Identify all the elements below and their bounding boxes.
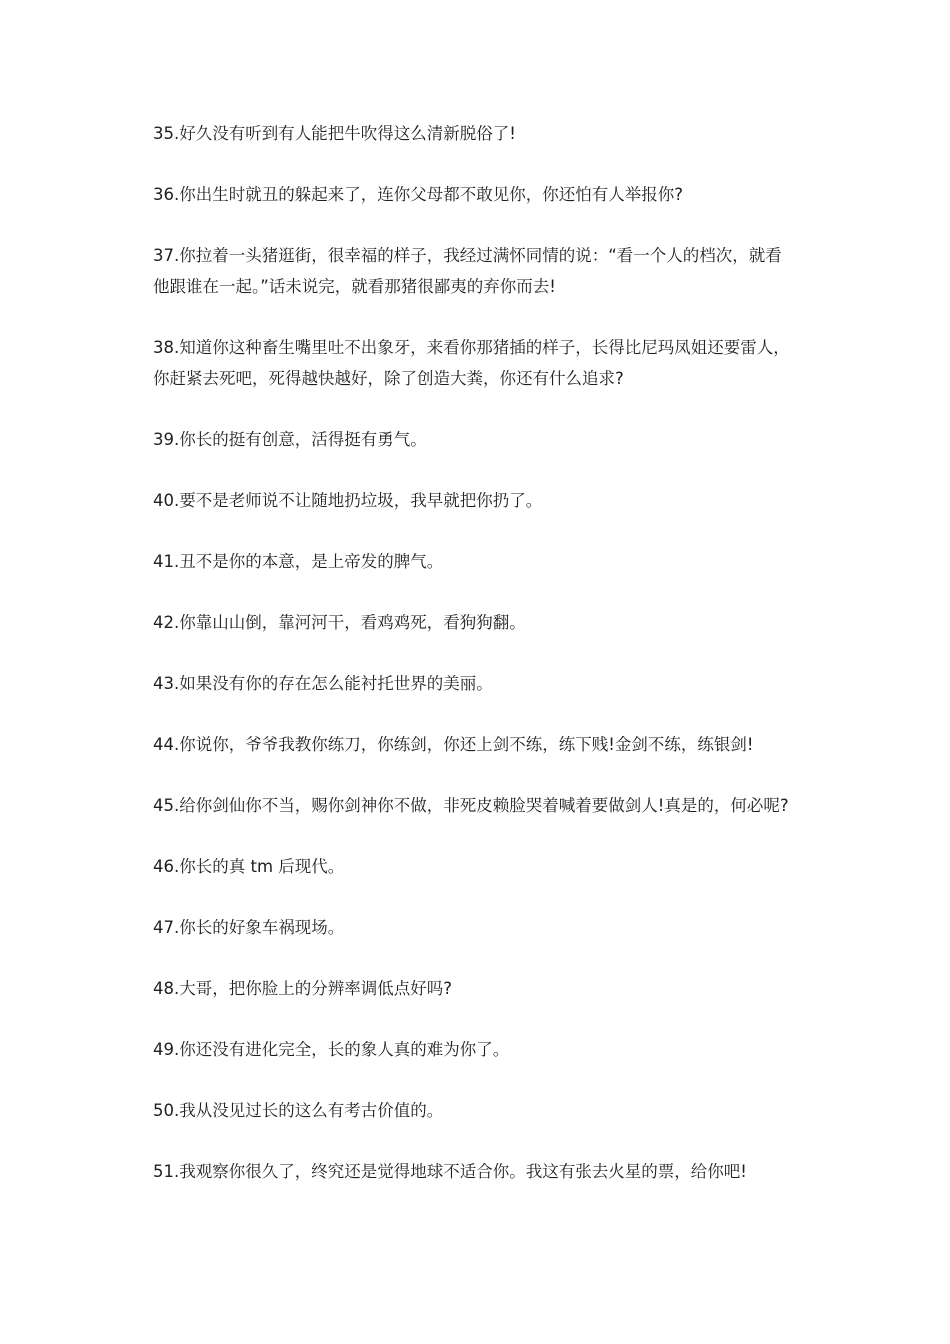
item-line: 48.大哥，把你脸上的分辨率调低点好吗? xyxy=(153,979,452,998)
list-item-38 xyxy=(153,332,813,394)
item-line: 50.我从没见过长的这么有考古价值的。 xyxy=(153,1101,444,1120)
list-item-50 xyxy=(153,1095,813,1126)
item-line: 他跟谁在一起。”话未说完，就看那猪很鄙夷的弃你而去! xyxy=(153,277,556,296)
item-line: 45.给你剑仙你不当，赐你剑神你不做，非死皮赖脸哭着喊着要做剑人!真是的，何必呢? xyxy=(153,796,789,815)
list-item-41 xyxy=(153,546,813,577)
list-item-39 xyxy=(153,424,813,455)
document-content xyxy=(153,118,813,1217)
list-item-42 xyxy=(153,607,813,638)
list-item-40 xyxy=(153,485,813,516)
item-line: 40.要不是老师说不让随地扔垃圾，我早就把你扔了。 xyxy=(153,491,543,510)
item-line: 38.知道你这种畜生嘴里吐不出象牙，来看你那猪插的样子，长得比尼玛凤姐还要雷人， xyxy=(153,338,790,357)
list-item-47 xyxy=(153,912,813,943)
item-line: 41.丑不是你的本意，是上帝发的脾气。 xyxy=(153,552,444,571)
list-item-48 xyxy=(153,973,813,1004)
item-line: 46.你长的真 tm 后现代。 xyxy=(153,857,345,876)
item-line: 36.你出生时就丑的躲起来了，连你父母都不敢见你，你还怕有人举报你? xyxy=(153,185,683,204)
item-line: 43.如果没有你的存在怎么能衬托世界的美丽。 xyxy=(153,674,493,693)
list-item-49 xyxy=(153,1034,813,1065)
list-item-45 xyxy=(153,790,813,821)
list-item-46 xyxy=(153,851,813,882)
list-item-36 xyxy=(153,179,813,210)
list-item-51 xyxy=(153,1156,813,1187)
item-line: 49.你还没有进化完全，长的象人真的难为你了。 xyxy=(153,1040,510,1059)
list-item-44 xyxy=(153,729,813,760)
item-line: 37.你拉着一头猪逛街，很幸福的样子，我经过满怀同情的说：“看一个人的档次，就看 xyxy=(153,246,782,265)
item-line: 47.你长的好象车祸现场。 xyxy=(153,918,345,937)
list-item-43 xyxy=(153,668,813,699)
item-line: 42.你靠山山倒，靠河河干，看鸡鸡死，看狗狗翻。 xyxy=(153,613,526,632)
list-item-37 xyxy=(153,240,813,302)
item-line: 51.我观察你很久了，终究还是觉得地球不适合你。我这有张去火星的票，给你吧! xyxy=(153,1162,747,1181)
item-line: 35.好久没有听到有人能把牛吹得这么清新脱俗了! xyxy=(153,124,516,143)
list-item-35 xyxy=(153,118,813,149)
item-line: 44.你说你，爷爷我教你练刀，你练剑，你还上剑不练，练下贱!金剑不练，练银剑! xyxy=(153,735,754,754)
item-line: 39.你长的挺有创意，活得挺有勇气。 xyxy=(153,430,427,449)
item-line: 你赶紧去死吧，死得越快越好，除了创造大粪，你还有什么追求? xyxy=(153,369,624,388)
